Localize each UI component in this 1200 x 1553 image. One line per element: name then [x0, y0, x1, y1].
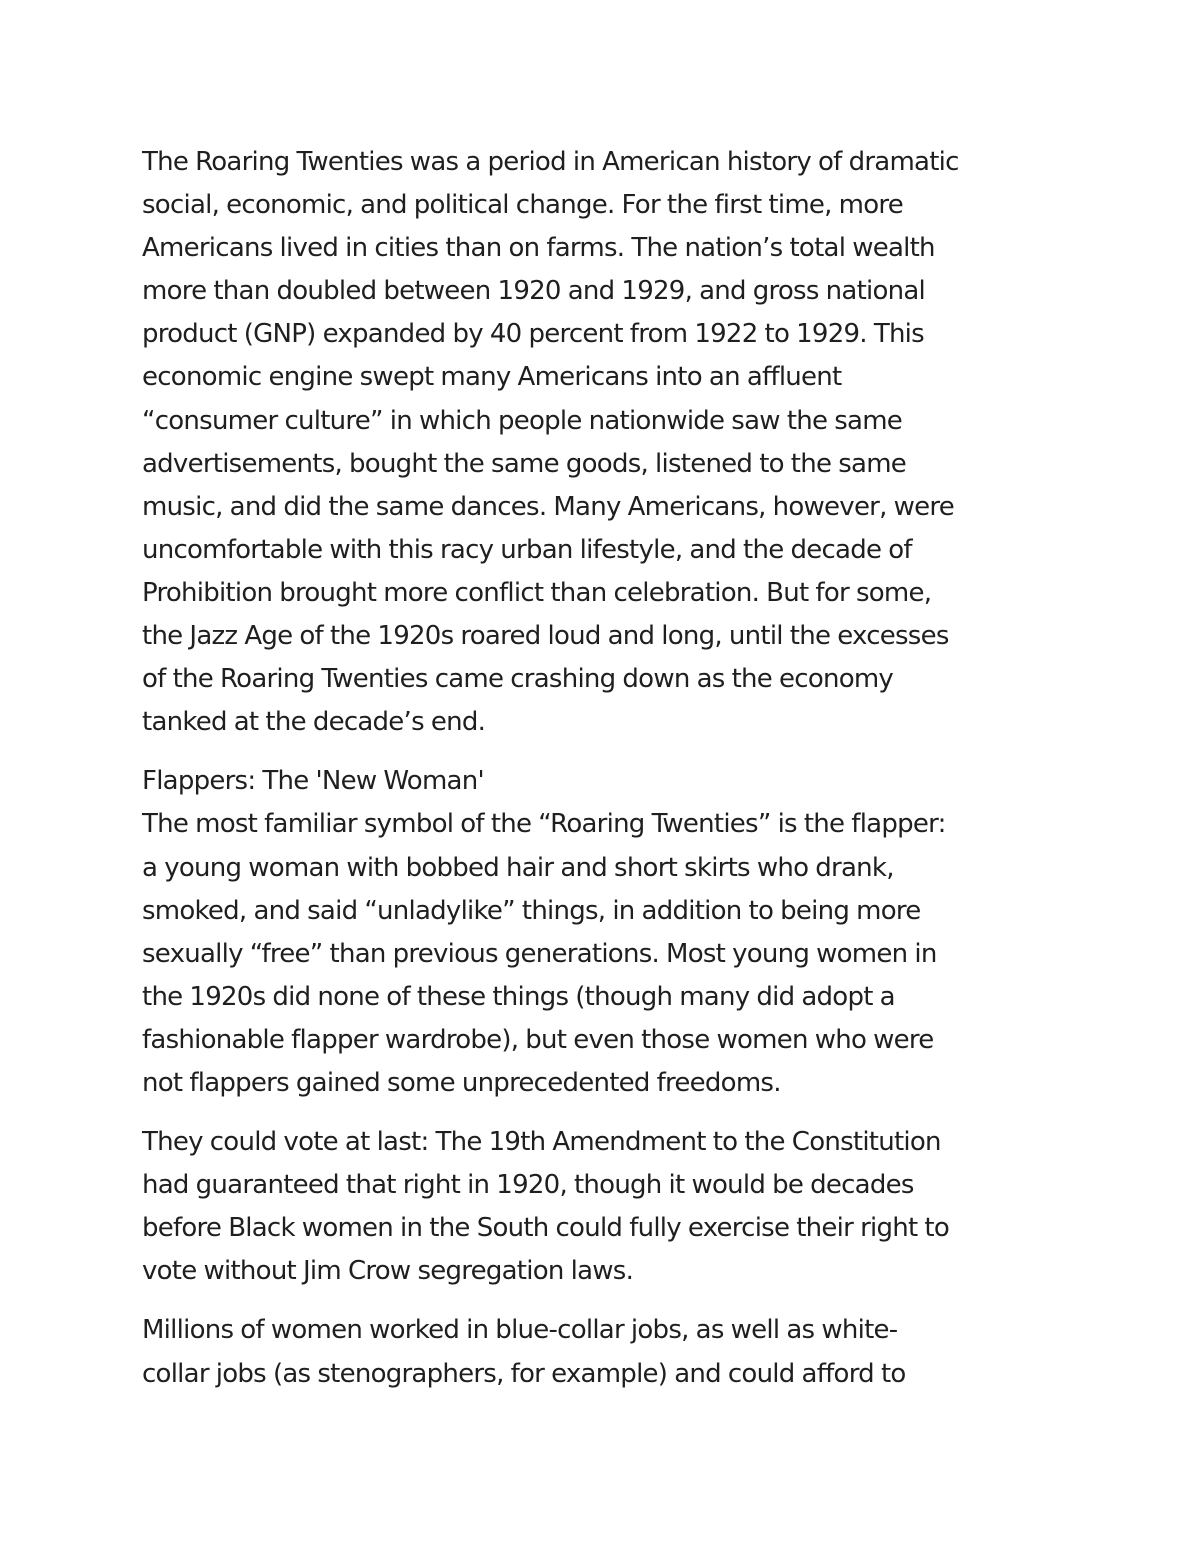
text-line: The Roaring Twenties was a period in American history of dramatic: [142, 147, 959, 177]
paragraph-flappers: [142, 760, 1072, 1105]
text-line: economic engine swept many Americans into an affluent: [142, 362, 842, 393]
text-line: Prohibition brought more conflict than celebration. But for some,: [142, 577, 932, 608]
text-line: smoked, and said “unladylike” things, in addition to being more: [142, 895, 921, 926]
section-heading: Flappers: The 'New Woman': [142, 766, 484, 797]
text-line: of the Roaring Twenties came crashing down as the economy: [142, 664, 894, 695]
text-line: Millions of women worked in blue-collar jobs, as well as white-: [142, 1315, 898, 1346]
text-line: more than doubled between 1920 and 1929, and gross national: [142, 276, 926, 307]
text-line: had guaranteed that right in 1920, though it would be decades: [142, 1170, 914, 1201]
text-line: fashionable flapper wardrobe), but even those women who were: [142, 1024, 934, 1055]
text-line: uncomfortable with this racy urban lifestyle, and the decade of: [142, 534, 912, 565]
text-line: music, and did the same dances. Many Americans, however, were: [142, 491, 955, 522]
text-line: vote without Jim Crow segregation laws.: [142, 1256, 634, 1287]
text-line: the Jazz Age of the 1920s roared loud and long, until the excesses: [142, 621, 949, 652]
text-line: The most familiar symbol of the “Roaring Twenties” is the flapper:: [142, 809, 946, 840]
text-line: tanked at the decade’s end.: [142, 707, 486, 738]
text-line: advertisements, bought the same goods, listened to the same: [142, 448, 907, 479]
text-line: “consumer culture” in which people nationwide saw the same: [142, 405, 903, 436]
paragraph-intro: [142, 141, 1072, 744]
text-line: collar jobs (as stenographers, for example) and could afford to: [142, 1358, 906, 1389]
text-line: Americans lived in cities than on farms. The nation’s total wealth: [142, 233, 935, 264]
text-line: They could vote at last: The 19th Amendment to the Constitution: [142, 1127, 941, 1158]
paragraph-vote: [142, 1121, 1072, 1293]
text-line: before Black women in the South could fully exercise their right to: [142, 1213, 950, 1244]
text-line: social, economic, and political change. For the first time, more: [142, 190, 904, 221]
text-line: not flappers gained some unprecedented freedoms.: [142, 1067, 781, 1098]
text-line: sexually “free” than previous generations. Most young women in: [142, 938, 937, 969]
text-line: the 1920s did none of these things (though many did adopt a: [142, 981, 895, 1012]
document-body: [142, 141, 1072, 1396]
text-line: product (GNP) expanded by 40 percent from 1922 to 1929. This: [142, 319, 924, 350]
paragraph-work: [142, 1309, 1072, 1395]
text-line: a young woman with bobbed hair and short skirts who drank,: [142, 852, 894, 883]
